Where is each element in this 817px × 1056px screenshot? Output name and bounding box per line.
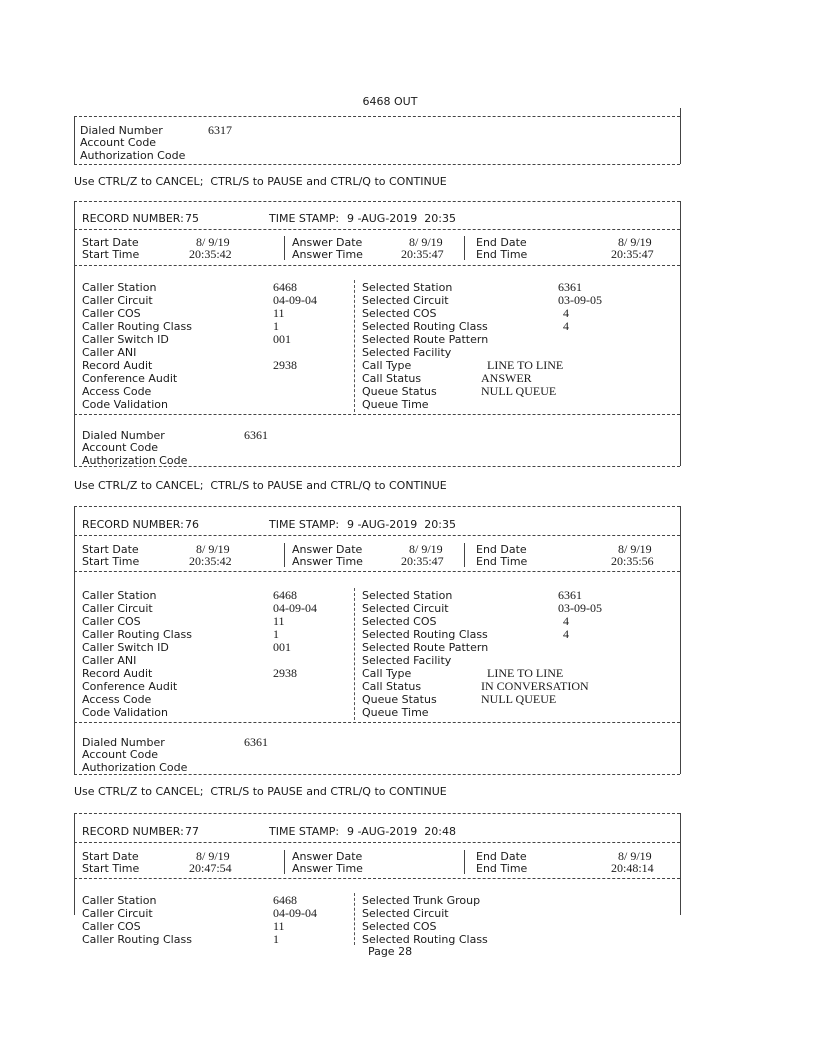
label-end-time: End Time	[476, 862, 528, 875]
value-call-status: IN CONVERSATION	[481, 679, 589, 693]
value-end-date: 8/ 9/19	[618, 849, 652, 863]
label-record-number: RECORD NUMBER:	[82, 518, 184, 531]
label-end-time: End Time	[476, 248, 528, 261]
label-answer-time: Answer Time	[292, 862, 363, 875]
label-queue-time: Queue Time	[362, 706, 429, 719]
label-time-stamp: TIME STAMP:	[269, 212, 340, 225]
label-caller-switch-id: Caller Switch ID	[82, 333, 169, 346]
label-selected-facility: Selected Facility	[362, 654, 452, 667]
value-selected-station: 6361	[558, 588, 582, 602]
label-authorization-code: Authorization Code	[82, 761, 188, 774]
label-call-status: Call Status	[362, 372, 422, 385]
label-selected-circuit: Selected Circuit	[362, 602, 449, 615]
label-caller-cos: Caller COS	[82, 615, 141, 628]
value-caller-circuit: 04-09-04	[273, 293, 317, 307]
value-caller-circuit: 04-09-04	[273, 601, 317, 615]
value-end-time: 20:48:14	[611, 861, 654, 875]
value-caller-cos: 11	[273, 614, 285, 628]
value-queue-status: NULL QUEUE	[481, 384, 557, 398]
label-caller-routing-class: Caller Routing Class	[82, 933, 192, 946]
value-end-date: 8/ 9/19	[618, 235, 652, 249]
value-selected-routing-class: 4	[563, 627, 569, 641]
label-record-number: RECORD NUMBER:	[82, 212, 184, 225]
label-selected-routing-class: Selected Routing Class	[362, 628, 488, 641]
label-selected-route-pattern: Selected Route Pattern	[362, 641, 489, 654]
value-caller-routing-class: 1	[273, 319, 279, 333]
page-number: Page 28	[367, 945, 413, 958]
value-selected-cos: 4	[563, 614, 569, 628]
value-start-date: 8/ 9/19	[196, 235, 230, 249]
label-caller-cos: Caller COS	[82, 307, 141, 320]
label-selected-cos: Selected COS	[362, 307, 437, 320]
label-end-time: End Time	[476, 555, 528, 568]
label-caller-station: Caller Station	[82, 281, 157, 294]
value-end-time: 20:35:56	[611, 554, 654, 568]
label-record-audit: Record Audit	[82, 667, 153, 680]
label-start-date: Start Date	[82, 543, 139, 556]
value-end-time: 20:35:47	[611, 247, 654, 261]
label-record-number: RECORD NUMBER:	[82, 825, 184, 838]
label-end-date: End Date	[476, 236, 527, 249]
label-caller-routing-class: Caller Routing Class	[82, 320, 192, 333]
value-answer-date: 8/ 9/19	[409, 542, 443, 556]
label-call-status: Call Status	[362, 680, 422, 693]
label-selected-cos: Selected COS	[362, 615, 437, 628]
label-call-type: Call Type	[362, 359, 412, 372]
value-selected-station: 6361	[558, 280, 582, 294]
value-start-date: 8/ 9/19	[196, 542, 230, 556]
label-caller-circuit: Caller Circuit	[82, 907, 153, 920]
label-time-stamp: TIME STAMP:	[269, 825, 340, 838]
label-caller-ani: Caller ANI	[82, 346, 137, 359]
value-record-number: 77	[185, 825, 199, 838]
value-time-stamp: 9 -AUG-2019 20:35	[347, 212, 456, 225]
value-queue-status: NULL QUEUE	[481, 692, 557, 706]
label-account-code: Account Code	[82, 441, 159, 454]
label-dialed-number: Dialed Number	[80, 124, 163, 137]
label-answer-date: Answer Date	[292, 850, 363, 863]
label-start-time: Start Time	[82, 248, 140, 261]
label-selected-circuit: Selected Circuit	[362, 294, 449, 307]
label-caller-station: Caller Station	[82, 589, 157, 602]
label-time-stamp: TIME STAMP:	[269, 518, 340, 531]
label-code-validation: Code Validation	[82, 398, 168, 411]
label-account-code: Account Code	[80, 136, 157, 149]
value-record-number: 76	[185, 518, 199, 531]
continue-prompt: Use CTRL/Z to CANCEL; CTRL/S to PAUSE and CTRL/Q to CONTINUE	[74, 175, 447, 188]
label-answer-date: Answer Date	[292, 543, 363, 556]
value-start-time: 20:47:54	[189, 861, 232, 875]
value-call-status: ANSWER	[481, 371, 532, 385]
label-selected-routing-class: Selected Routing Class	[362, 320, 488, 333]
value-end-date: 8/ 9/19	[618, 542, 652, 556]
label-queue-status: Queue Status	[362, 385, 437, 398]
label-code-validation: Code Validation	[82, 706, 168, 719]
value-caller-routing-class: 1	[273, 627, 279, 641]
label-end-date: End Date	[476, 850, 527, 863]
value-caller-station: 6468	[273, 280, 297, 294]
value-selected-circuit: 03-09-05	[558, 293, 602, 307]
report-title: 6468 OUT	[362, 95, 418, 108]
value-record-number: 75	[185, 212, 199, 225]
label-access-code: Access Code	[82, 385, 152, 398]
label-queue-time: Queue Time	[362, 398, 429, 411]
value-record-audit: 2938	[273, 358, 297, 372]
value-caller-station: 6468	[273, 893, 297, 907]
label-call-type: Call Type	[362, 667, 412, 680]
label-selected-station: Selected Station	[362, 281, 453, 294]
label-selected-circuit: Selected Circuit	[362, 907, 449, 920]
label-caller-routing-class: Caller Routing Class	[82, 628, 192, 641]
label-caller-circuit: Caller Circuit	[82, 294, 153, 307]
continue-prompt: Use CTRL/Z to CANCEL; CTRL/S to PAUSE and CTRL/Q to CONTINUE	[74, 785, 447, 798]
value-caller-cos: 11	[273, 919, 285, 933]
value-call-type: LINE TO LINE	[487, 666, 564, 680]
label-start-time: Start Time	[82, 862, 140, 875]
label-record-audit: Record Audit	[82, 359, 153, 372]
label-queue-status: Queue Status	[362, 693, 437, 706]
value-caller-circuit: 04-09-04	[273, 906, 317, 920]
value-caller-switch-id: 001	[273, 640, 291, 654]
label-end-date: End Date	[476, 543, 527, 556]
label-caller-station: Caller Station	[82, 894, 157, 907]
label-caller-circuit: Caller Circuit	[82, 602, 153, 615]
label-caller-cos: Caller COS	[82, 920, 141, 933]
value-dialed-number: 6317	[208, 123, 232, 137]
value-start-time: 20:35:42	[189, 554, 232, 568]
label-caller-ani: Caller ANI	[82, 654, 137, 667]
value-selected-routing-class: 4	[563, 319, 569, 333]
label-selected-facility: Selected Facility	[362, 346, 452, 359]
value-dialed-number: 6361	[244, 428, 268, 442]
label-conference-audit: Conference Audit	[82, 680, 178, 693]
label-dialed-number: Dialed Number	[82, 429, 165, 442]
label-selected-trunk-group: Selected Trunk Group	[362, 894, 481, 907]
label-start-date: Start Date	[82, 850, 139, 863]
value-answer-date: 8/ 9/19	[409, 235, 443, 249]
label-account-code: Account Code	[82, 748, 159, 761]
label-selected-cos: Selected COS	[362, 920, 437, 933]
value-time-stamp: 9 -AUG-2019 20:48	[347, 825, 456, 838]
label-answer-time: Answer Time	[292, 248, 363, 261]
value-selected-cos: 4	[563, 306, 569, 320]
label-selected-route-pattern: Selected Route Pattern	[362, 333, 489, 346]
label-start-date: Start Date	[82, 236, 139, 249]
value-caller-cos: 11	[273, 306, 285, 320]
label-authorization-code: Authorization Code	[80, 149, 186, 162]
label-answer-time: Answer Time	[292, 555, 363, 568]
label-selected-station: Selected Station	[362, 589, 453, 602]
value-time-stamp: 9 -AUG-2019 20:35	[347, 518, 456, 531]
value-start-time: 20:35:42	[189, 247, 232, 261]
value-start-date: 8/ 9/19	[196, 849, 230, 863]
value-caller-switch-id: 001	[273, 332, 291, 346]
value-caller-station: 6468	[273, 588, 297, 602]
label-answer-date: Answer Date	[292, 236, 363, 249]
value-answer-time: 20:35:47	[401, 554, 444, 568]
label-authorization-code: Authorization Code	[82, 454, 188, 467]
value-selected-circuit: 03-09-05	[558, 601, 602, 615]
value-caller-routing-class: 1	[273, 932, 279, 946]
label-caller-switch-id: Caller Switch ID	[82, 641, 169, 654]
value-call-type: LINE TO LINE	[487, 358, 564, 372]
label-access-code: Access Code	[82, 693, 152, 706]
value-dialed-number: 6361	[244, 735, 268, 749]
continue-prompt: Use CTRL/Z to CANCEL; CTRL/S to PAUSE and CTRL/Q to CONTINUE	[74, 479, 447, 492]
label-dialed-number: Dialed Number	[82, 736, 165, 749]
label-start-time: Start Time	[82, 555, 140, 568]
value-answer-time: 20:35:47	[401, 247, 444, 261]
label-conference-audit: Conference Audit	[82, 372, 178, 385]
value-record-audit: 2938	[273, 666, 297, 680]
label-selected-routing-class: Selected Routing Class	[362, 933, 488, 946]
